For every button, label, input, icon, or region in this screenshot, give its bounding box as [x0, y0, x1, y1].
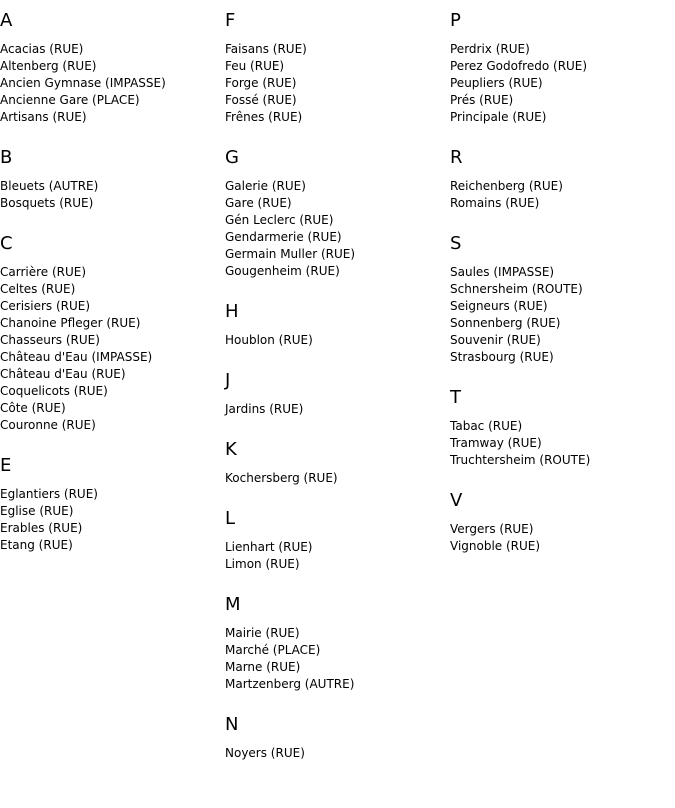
letter-group [225, 439, 445, 487]
street-link[interactable]: Truchtersheim (ROUTE) [450, 453, 591, 467]
letter-group [225, 714, 445, 762]
letter-heading: A [0, 10, 13, 31]
street-link[interactable]: Germain Muller (RUE) [225, 247, 356, 261]
street-link[interactable]: Souvenir (RUE) [450, 333, 541, 347]
index-column [0, 10, 220, 575]
letter-group [225, 370, 445, 418]
letter-heading: F [225, 10, 236, 31]
street-list [0, 486, 220, 554]
letter-heading: L [225, 508, 236, 529]
letter-heading: V [450, 490, 463, 511]
street-link[interactable]: Strasbourg (RUE) [450, 350, 554, 364]
street-link[interactable]: Chanoine Pfleger (RUE) [0, 316, 141, 330]
street-link[interactable]: Cerisiers (RUE) [0, 299, 91, 313]
street-link[interactable]: Seigneurs (RUE) [450, 299, 548, 313]
street-link[interactable]: Mairie (RUE) [225, 626, 300, 640]
street-list [450, 521, 670, 555]
street-link[interactable]: Perdrix (RUE) [450, 42, 530, 56]
street-link[interactable]: Ancienne Gare (PLACE) [0, 93, 140, 107]
street-link[interactable]: Frênes (RUE) [225, 110, 303, 124]
letter-group [450, 147, 670, 212]
letter-group [0, 233, 220, 434]
street-link[interactable]: Château d'Eau (IMPASSE) [0, 350, 153, 364]
letter-group [450, 387, 670, 469]
street-list [225, 625, 445, 693]
street-link[interactable]: Marché (PLACE) [225, 643, 321, 657]
street-link[interactable]: Noyers (RUE) [225, 746, 305, 760]
street-link[interactable]: Château d'Eau (RUE) [0, 367, 126, 381]
street-link[interactable]: Bleuets (AUTRE) [0, 179, 99, 193]
street-link[interactable]: Faisans (RUE) [225, 42, 307, 56]
street-link[interactable]: Eglise (RUE) [0, 504, 74, 518]
street-link[interactable]: Tramway (RUE) [450, 436, 542, 450]
street-link[interactable]: Sonnenberg (RUE) [450, 316, 561, 330]
letter-group [0, 147, 220, 212]
street-link[interactable]: Bosquets (RUE) [0, 196, 94, 210]
street-link[interactable]: Gén Leclerc (RUE) [225, 213, 334, 227]
street-link[interactable]: Lienhart (RUE) [225, 540, 313, 554]
index-column [225, 10, 445, 783]
street-list [225, 470, 445, 487]
street-list [225, 539, 445, 573]
letter-group [450, 10, 670, 126]
letter-heading: T [450, 387, 461, 408]
letter-group [450, 490, 670, 555]
letter-heading: E [0, 455, 12, 476]
letter-heading: R [450, 147, 463, 168]
street-link[interactable]: Jardins (RUE) [225, 402, 304, 416]
letter-heading: H [225, 301, 239, 322]
street-link[interactable]: Reichenberg (RUE) [450, 179, 563, 193]
street-list [450, 264, 670, 366]
street-link[interactable]: Tabac (RUE) [450, 419, 523, 433]
street-list [450, 418, 670, 469]
street-link[interactable]: Coquelicots (RUE) [0, 384, 108, 398]
street-list [0, 178, 220, 212]
street-list [225, 41, 445, 126]
street-link[interactable]: Kochersberg (RUE) [225, 471, 338, 485]
street-link[interactable]: Martzenberg (AUTRE) [225, 677, 355, 691]
letter-heading: K [225, 439, 237, 460]
street-list [225, 401, 445, 418]
letter-heading: M [225, 594, 241, 615]
street-link[interactable]: Erables (RUE) [0, 521, 83, 535]
street-link[interactable]: Houblon (RUE) [225, 333, 313, 347]
street-link[interactable]: Altenberg (RUE) [0, 59, 97, 73]
street-link[interactable]: Celtes (RUE) [0, 282, 76, 296]
street-link[interactable]: Prés (RUE) [450, 93, 514, 107]
street-list [225, 332, 445, 349]
street-link[interactable]: Gendarmerie (RUE) [225, 230, 342, 244]
street-list [225, 178, 445, 280]
street-link[interactable]: Ancien Gymnase (IMPASSE) [0, 76, 166, 90]
street-link[interactable]: Romains (RUE) [450, 196, 540, 210]
street-link[interactable]: Vergers (RUE) [450, 522, 534, 536]
letter-group [0, 10, 220, 126]
letter-group [225, 10, 445, 126]
street-link[interactable]: Eglantiers (RUE) [0, 487, 98, 501]
street-link[interactable]: Acacias (RUE) [0, 42, 84, 56]
street-link[interactable]: Limon (RUE) [225, 557, 300, 571]
street-link[interactable]: Couronne (RUE) [0, 418, 96, 432]
letter-group [225, 301, 445, 349]
street-list [225, 745, 445, 762]
street-link[interactable]: Feu (RUE) [225, 59, 285, 73]
letter-heading: P [450, 10, 461, 31]
letter-heading: S [450, 233, 462, 254]
street-link[interactable]: Peupliers (RUE) [450, 76, 543, 90]
letter-group [0, 455, 220, 554]
street-link[interactable]: Artisans (RUE) [0, 110, 87, 124]
street-list [0, 41, 220, 126]
letter-heading: J [225, 370, 231, 391]
street-link[interactable]: Fossé (RUE) [225, 93, 297, 107]
letter-group [225, 508, 445, 573]
street-link[interactable]: Chasseurs (RUE) [0, 333, 100, 347]
street-link[interactable]: Côte (RUE) [0, 401, 66, 415]
street-link[interactable]: Carrière (RUE) [0, 265, 87, 279]
letter-group [225, 594, 445, 693]
street-list [450, 41, 670, 126]
street-list [450, 178, 670, 212]
street-link[interactable]: Saules (IMPASSE) [450, 265, 555, 279]
street-link[interactable]: Marne (RUE) [225, 660, 301, 674]
street-link[interactable]: Etang (RUE) [0, 538, 73, 552]
letter-heading: G [225, 147, 239, 168]
street-link[interactable]: Gare (RUE) [225, 196, 292, 210]
street-link[interactable]: Perez Godofredo (RUE) [450, 59, 588, 73]
street-link[interactable]: Principale (RUE) [450, 110, 547, 124]
letter-heading: B [0, 147, 13, 168]
street-link[interactable]: Galerie (RUE) [225, 179, 306, 193]
street-link[interactable]: Gougenheim (RUE) [225, 264, 340, 278]
street-link[interactable]: Vignoble (RUE) [450, 539, 541, 553]
street-list [0, 264, 220, 434]
index-column [450, 10, 670, 576]
letter-heading: C [0, 233, 13, 254]
street-link[interactable]: Forge (RUE) [225, 76, 297, 90]
letter-group [450, 233, 670, 366]
letter-group [225, 147, 445, 280]
letter-heading: N [225, 714, 239, 735]
street-link[interactable]: Schnersheim (ROUTE) [450, 282, 583, 296]
